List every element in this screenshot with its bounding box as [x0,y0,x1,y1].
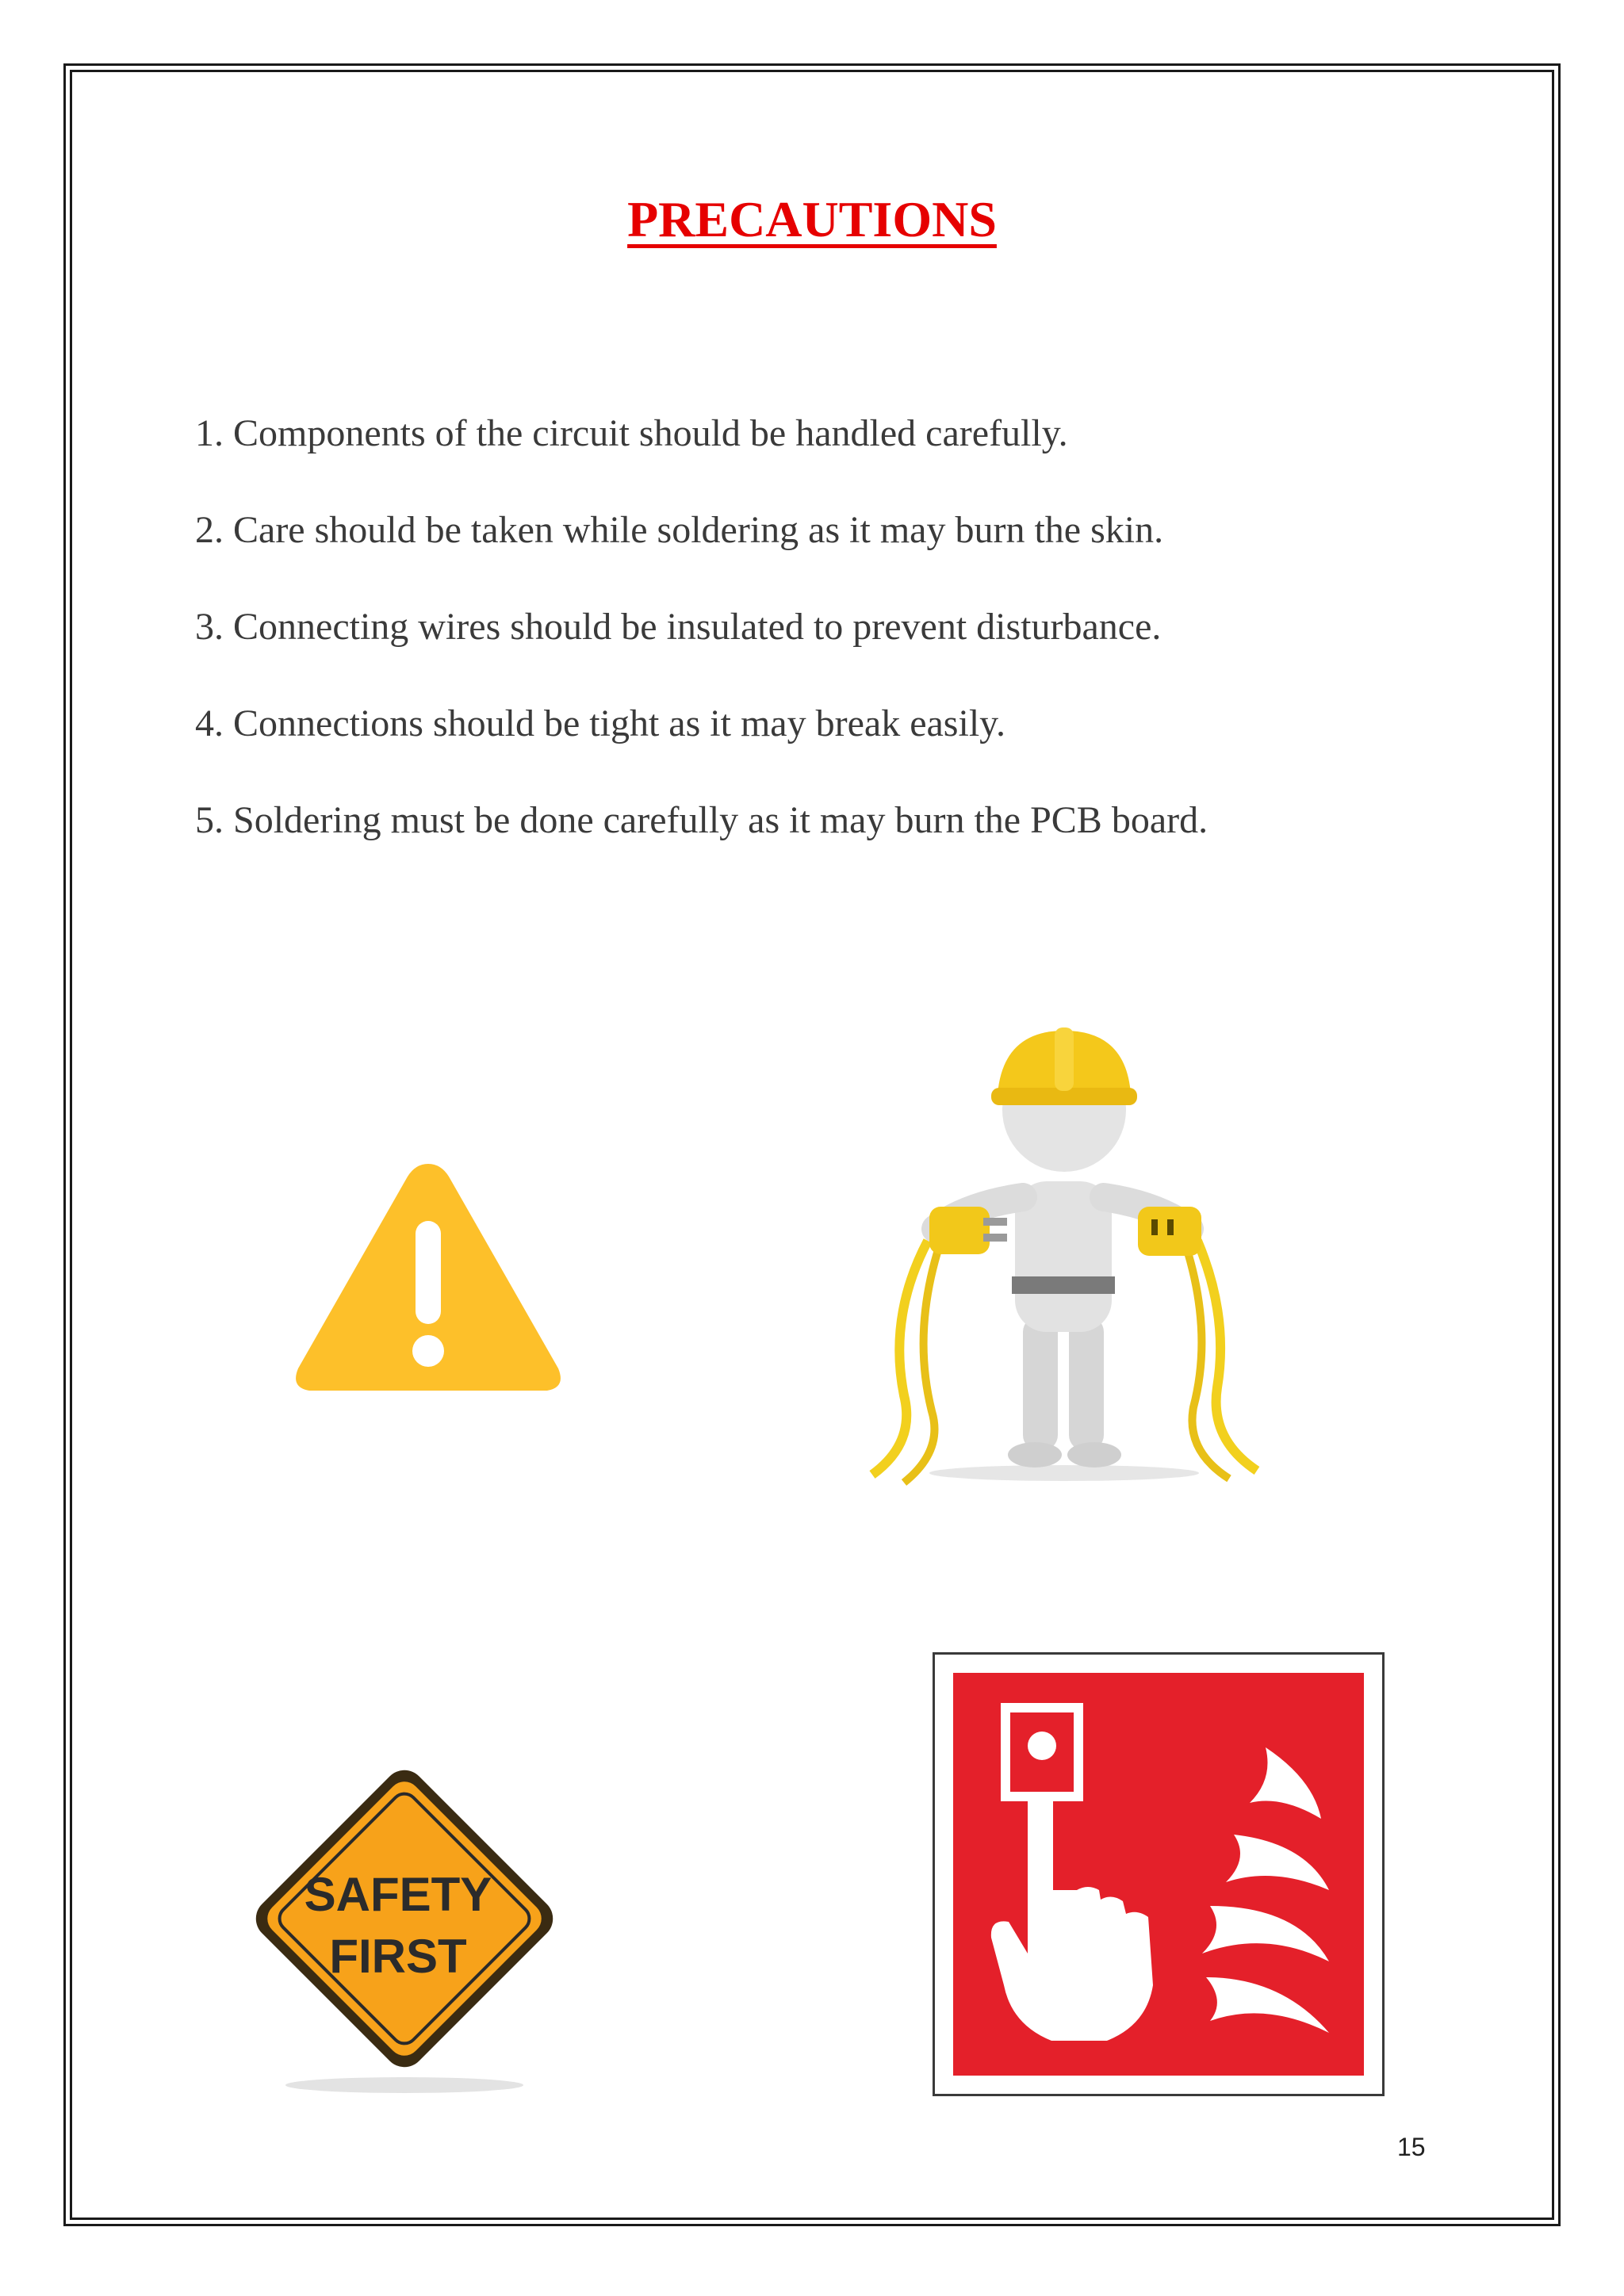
warning-triangle-icon [285,1150,571,1403]
list-item: 1. Components of the circuit should be handled carefully. [195,412,1068,454]
list-item: 2. Care should be taken while soldering as it may burn the skin. [195,509,1164,551]
precautions-list [195,404,1208,888]
list-item: 3. Connecting wires should be insulated to prevent disturbance. [195,606,1162,648]
page-number: 15 [1397,2133,1426,2161]
page-title: PRECAUTIONS [627,191,997,247]
electrician-figure [856,999,1269,1490]
fire-alarm-sign [933,1652,1385,2096]
list-item: 5. Soldering must be done carefully as it may burn the PCB board. [195,799,1208,841]
list-item: 4. Connections should be tight as it may break easily. [195,702,1006,744]
safety-sign-line2: FIRST [329,1930,467,1983]
safety-first-sign [230,1752,579,2101]
safety-sign-line1: SAFETY [304,1868,492,1921]
